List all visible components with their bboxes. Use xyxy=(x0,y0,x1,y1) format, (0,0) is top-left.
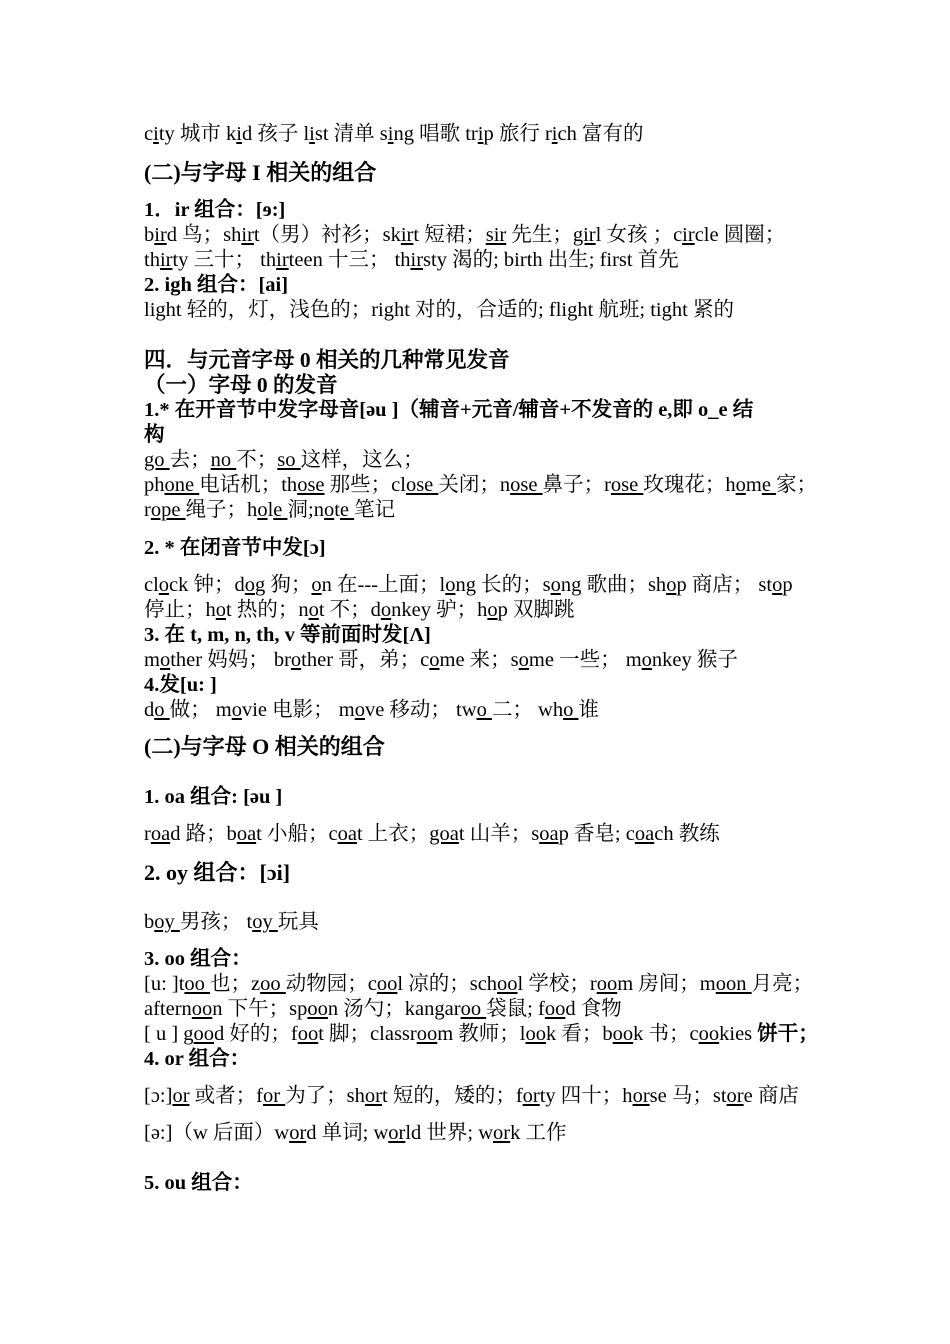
underlined-letters: ose xyxy=(510,474,543,496)
bold-text: 饼干； xyxy=(757,1023,819,1045)
underlined-letters: oo xyxy=(376,973,398,995)
underlined-letters: o xyxy=(476,699,492,721)
text-segment: 家； xyxy=(776,474,818,496)
underlined-letters: o xyxy=(380,599,392,621)
oo-heading xyxy=(144,947,840,972)
text-segment: t 热的；n xyxy=(226,599,309,621)
text-segment: teen 十三； th xyxy=(288,249,411,271)
text-segment: d xyxy=(144,699,155,721)
underlined-letters: i xyxy=(309,123,315,145)
underlined-letters: or xyxy=(632,1085,650,1107)
closed-syllable-words-1 xyxy=(144,573,840,598)
text-segment: 停止；h xyxy=(144,599,216,621)
underlined-letters: oo xyxy=(184,973,211,995)
oa-heading xyxy=(144,785,840,810)
text-segment: 袋鼠; f xyxy=(486,998,545,1020)
text-segment: sty 渴的; birth 出生; first 首先 xyxy=(423,249,679,271)
underlined-letters: o xyxy=(154,699,170,721)
text-segment: e 商店 xyxy=(743,1085,799,1107)
text-segment: ty 四十；h xyxy=(539,1085,633,1107)
text-segment: 2. * 在闭音节中发[ɔ] xyxy=(144,537,326,559)
text-segment: 二； wh xyxy=(491,699,564,721)
text-segment: 鼻子；r xyxy=(542,474,611,496)
text-segment: t 小船；c xyxy=(256,823,338,845)
or-words-2 xyxy=(144,1121,840,1146)
text-segment: kies xyxy=(719,1023,758,1045)
text-segment: cl xyxy=(144,574,159,596)
text-segment: n 汤勺；kangar xyxy=(327,998,461,1020)
underlined-letters: oo xyxy=(596,973,618,995)
underlined-letters: e xyxy=(761,474,777,496)
underlined-letters: oo xyxy=(416,1023,438,1045)
text-segment: 1. oa 组合: [əu ] xyxy=(144,786,283,808)
text-segment: 关闭；n xyxy=(438,474,511,496)
text-segment: l 凉的；sch xyxy=(397,973,498,995)
text-segment: g 狗； xyxy=(255,574,312,596)
text-segment: 构 xyxy=(144,424,165,446)
text-segment: ty 三十； th xyxy=(172,249,277,271)
text-segment: r xyxy=(144,823,151,845)
schwa-rule xyxy=(144,623,840,648)
oo-long-words-1 xyxy=(144,972,840,997)
text-segment: 先生； xyxy=(506,224,573,246)
text-segment: 1.* 在开音节中发字母音[əu ]（辅音+元音/辅音+不发音的 e,即 o_e 结 xyxy=(144,399,754,421)
text-segment: ck 钟；d xyxy=(169,574,245,596)
underlined-letters: o xyxy=(563,699,579,721)
underlined-letters: sir xyxy=(485,224,507,246)
text-segment: 不； xyxy=(236,449,278,471)
text-segment: (二)与字母 O 相关的组合 xyxy=(144,734,385,759)
underlined-letters: oa xyxy=(539,823,559,845)
text-segment: t 山羊；s xyxy=(458,823,540,845)
text-segment: [ə:]（w 后面）w xyxy=(144,1122,290,1144)
text-segment: ve 移动； tw xyxy=(364,699,477,721)
text-segment: m 房间；m xyxy=(617,973,716,995)
text-segment: p xyxy=(782,574,793,596)
underlined-letters: o xyxy=(735,474,746,496)
oo-short-words xyxy=(144,1022,840,1047)
text-segment: 或者；f xyxy=(189,1085,263,1107)
underlined-letters: o xyxy=(518,649,529,671)
text-segment: 为了；sh xyxy=(285,1085,365,1107)
text-segment: 2. igh 组合：[ai] xyxy=(144,274,289,296)
text-segment: ng 歌曲；sh xyxy=(560,574,667,596)
text-segment: k 看；b xyxy=(546,1023,613,1045)
underlined-letters: so xyxy=(277,449,301,471)
text-segment: 4. or 组合： xyxy=(144,1048,251,1070)
text-segment: 4.发[u: ] xyxy=(144,674,217,696)
u-sound-words xyxy=(144,698,840,723)
oo-long-words-2 xyxy=(144,997,840,1022)
underlined-letters: ir xyxy=(241,224,254,246)
igh-words xyxy=(144,298,840,323)
underlined-letters: oo xyxy=(260,973,286,995)
underlined-letters: or xyxy=(172,1085,190,1107)
text-segment: th xyxy=(144,249,160,271)
oa-words xyxy=(144,822,840,847)
underlined-letters: o xyxy=(772,574,783,596)
underlined-letters: o xyxy=(323,499,335,521)
underlined-letters: oa xyxy=(150,823,171,845)
text-segment: 谁 xyxy=(578,699,599,721)
underlined-letters: e xyxy=(339,499,355,521)
text-segment: 笔记 xyxy=(354,499,396,521)
text-segment: 男孩； t xyxy=(179,911,253,933)
text-segment: (二)与字母 I 相关的组合 xyxy=(144,160,377,185)
text-segment: [ɔ:] xyxy=(144,1085,173,1107)
text-segment: l 学校；r xyxy=(517,973,597,995)
open-syllable-words-3 xyxy=(144,498,840,523)
text-segment: 3. 在 t, m, n, th, v 等前面时发[Λ] xyxy=(144,624,431,646)
text-segment: t 短的，矮的；f xyxy=(382,1085,523,1107)
text-segment: t（男）衬衫；sk xyxy=(253,224,401,246)
underlined-letters: one xyxy=(164,474,200,496)
underlined-letters: or xyxy=(522,1085,540,1107)
underlined-letters: o xyxy=(487,599,498,621)
ir-words-line-1 xyxy=(144,223,840,248)
underlined-letters: or xyxy=(388,1122,406,1144)
underlined-letters: ope xyxy=(150,499,186,521)
underlined-letters: o xyxy=(290,649,302,671)
text-segment: 电话机；th xyxy=(199,474,298,496)
text-segment: l 女孩 ；c xyxy=(595,224,683,246)
underlined-letters: ose xyxy=(405,474,439,496)
underlined-letters: or xyxy=(262,1085,286,1107)
text-segment: d 路；b xyxy=(170,823,237,845)
underlined-letters: ir xyxy=(682,224,695,246)
underlined-letters: oa xyxy=(634,823,655,845)
underlined-letters: ir xyxy=(154,224,167,246)
text-segment: 绳子；h xyxy=(185,499,258,521)
underlined-letters: no xyxy=(210,449,237,471)
closed-syllable-rule xyxy=(144,536,840,561)
underlined-letters: ir xyxy=(159,249,173,271)
u-sound-rule xyxy=(144,673,840,698)
underlined-letters: o xyxy=(231,699,242,721)
underlined-letters: or xyxy=(364,1085,382,1107)
underlined-letters: o xyxy=(311,574,322,596)
text-segment: 玩具 xyxy=(277,911,319,933)
text-segment: p 香皂; c xyxy=(558,823,635,845)
text-segment: ph xyxy=(144,474,165,496)
oy-words xyxy=(144,910,840,935)
text-segment: nkey 驴；h xyxy=(391,599,488,621)
text-segment: （一）字母 0 的发音 xyxy=(144,373,338,397)
text-segment: nkey 猴子 xyxy=(651,649,738,671)
text-segment: m xyxy=(745,474,762,496)
open-syllable-rule-1 xyxy=(144,398,840,423)
text-segment: ng 长的；s xyxy=(455,574,551,596)
text-segment: m xyxy=(144,649,160,671)
text-segment: 5. ou 组合： xyxy=(144,1172,253,1194)
underlined-letters: o xyxy=(666,574,677,596)
underlined-letters: o xyxy=(159,649,171,671)
i-words-line xyxy=(144,122,840,147)
text-segment: k 工作 xyxy=(510,1122,567,1144)
underlined-letters: o xyxy=(354,699,365,721)
underlined-letters: o xyxy=(550,574,561,596)
closed-syllable-words-2 xyxy=(144,598,840,623)
text-segment: ther 妈妈； br xyxy=(170,649,291,671)
ir-words-line-2 xyxy=(144,248,840,273)
text-segment: t 脚；classr xyxy=(318,1023,417,1045)
text-segment: b xyxy=(144,911,155,933)
underlined-letters: ir xyxy=(276,249,289,271)
underlined-letters: i xyxy=(477,123,484,145)
underlined-letters: i xyxy=(236,123,242,145)
text-segment: ty 城市 k xyxy=(158,123,237,145)
text-segment: p 商店； st xyxy=(676,574,773,596)
or-words-1 xyxy=(144,1084,840,1109)
text-segment: st 清单 s xyxy=(314,123,388,145)
text-segment: me 来；s xyxy=(439,649,519,671)
underlined-letters: oy xyxy=(252,911,278,933)
text-segment: d 鸟；sh xyxy=(166,224,242,246)
underlined-letters: ose xyxy=(297,474,325,496)
text-segment: 做； m xyxy=(169,699,232,721)
underlined-letters: ose xyxy=(610,474,644,496)
underlined-letters: oo xyxy=(698,1023,720,1045)
text-segment: 那些；cl xyxy=(324,474,406,496)
text-segment: c xyxy=(144,123,154,145)
underlined-letters: goa xyxy=(429,823,459,845)
underlined-letters: i xyxy=(153,123,159,145)
underlined-letters: i xyxy=(551,123,558,145)
text-segment: 动物园；c xyxy=(285,973,377,995)
underlined-letters: o xyxy=(158,574,170,596)
text-segment: 月亮； xyxy=(751,973,814,995)
underlined-letters: o xyxy=(215,599,226,621)
underlined-letters: oo xyxy=(525,1023,547,1045)
underlined-letters: or xyxy=(493,1122,511,1144)
underlined-letters: go xyxy=(144,449,170,471)
text-segment: p 旅行 r xyxy=(483,123,552,145)
text-segment: 这样，这么； xyxy=(300,449,424,471)
section-heading-letter-o-combos xyxy=(144,734,840,759)
text-segment: vie 电影； m xyxy=(241,699,355,721)
text-segment: light 轻的，灯，浅色的；right 对的，合适的; flight 航班; tight 紧的 xyxy=(144,299,734,321)
section-heading-letter-o xyxy=(144,348,840,373)
text-segment: ch 教练 xyxy=(654,823,720,845)
text-segment: 去； xyxy=(169,449,211,471)
oy-heading xyxy=(144,860,840,885)
underlined-letters: o xyxy=(641,649,652,671)
underlined-letters: o xyxy=(445,574,456,596)
text-segment: ther 哥，弟；c xyxy=(301,649,430,671)
text-segment: d 好的；f xyxy=(214,1023,298,1045)
text-segment: se 马；st xyxy=(649,1085,727,1107)
underlined-letters: oa xyxy=(236,823,257,845)
open-syllable-words-2 xyxy=(144,473,840,498)
underlined-letters: oo xyxy=(191,998,213,1020)
section-heading-letter-i-combos xyxy=(144,160,840,185)
underlined-letters: ir xyxy=(400,224,414,246)
text-segment: l xyxy=(267,499,274,521)
underlined-letters: gir xyxy=(572,224,596,246)
text-segment: [ u ] g xyxy=(144,1023,194,1045)
ou-heading xyxy=(144,1171,840,1196)
text-segment: 1．ir 组合：[ɘ:] xyxy=(144,199,286,221)
text-segment: b xyxy=(144,224,155,246)
text-segment: [u: ]t xyxy=(144,973,185,995)
underlined-letters: oy xyxy=(154,911,180,933)
text-segment: aftern xyxy=(144,998,192,1020)
underlined-letters: oo xyxy=(544,998,566,1020)
text-segment: 也；z xyxy=(210,973,261,995)
text-segment: 四．与元音字母 0 相关的几种常见发音 xyxy=(144,348,510,372)
igh-heading xyxy=(144,273,840,298)
underlined-letters: oo xyxy=(460,998,487,1020)
text-segment: t xyxy=(334,499,340,521)
schwa-words xyxy=(144,648,840,673)
underlined-letters: e xyxy=(273,499,288,521)
underlined-letters: o xyxy=(257,499,268,521)
subheading-letter-o-sound xyxy=(144,373,840,398)
text-segment: ld 世界; w xyxy=(405,1122,494,1144)
underlined-letters: o xyxy=(308,599,319,621)
underlined-letters: o xyxy=(429,649,440,671)
text-segment: 2. oy 组合：[ɔi] xyxy=(144,860,291,885)
text-segment: m 教师；l xyxy=(437,1023,526,1045)
underlined-letters: oon xyxy=(715,973,752,995)
text-segment: 洞;n xyxy=(287,499,324,521)
text-segment: t 短裙； xyxy=(413,224,486,246)
open-syllable-rule-2 xyxy=(144,423,840,448)
underlined-letters: oo xyxy=(297,1023,319,1045)
text-segment: p 双脚跳 xyxy=(497,599,575,621)
underlined-letters: or xyxy=(289,1122,307,1144)
underlined-letters: i xyxy=(387,123,394,145)
text-segment: d 食物 xyxy=(565,998,622,1020)
underlined-letters: oo xyxy=(497,973,518,995)
text-segment: 玫瑰花；h xyxy=(643,474,736,496)
underlined-letters: oa xyxy=(337,823,357,845)
text-segment: r xyxy=(144,499,151,521)
text-segment: k 书；c xyxy=(633,1023,699,1045)
underlined-letters: oo xyxy=(193,1023,215,1045)
text-segment: cle 圆圈； xyxy=(694,224,786,246)
text-segment: d 单词; w xyxy=(306,1122,389,1144)
text-segment: 3. oo 组合： xyxy=(144,948,252,970)
underlined-letters: ir xyxy=(410,249,424,271)
underlined-letters: oo xyxy=(612,1023,634,1045)
underlined-letters: o xyxy=(244,574,256,596)
ir-heading xyxy=(144,198,840,223)
text-segment: n 下午；sp xyxy=(212,998,308,1020)
underlined-letters: or xyxy=(726,1085,744,1107)
text-segment: ng 唱歌 tr xyxy=(393,123,478,145)
or-heading xyxy=(144,1047,840,1072)
text-segment: t 不；d xyxy=(318,599,381,621)
open-syllable-words-1 xyxy=(144,448,840,473)
text-segment: n 在---上面；l xyxy=(321,574,446,596)
text-segment: ch 富有的 xyxy=(557,123,644,145)
text-segment: d 孩子 l xyxy=(241,123,310,145)
text-segment: me 一些； m xyxy=(528,649,642,671)
text-segment: t 上衣； xyxy=(356,823,430,845)
underlined-letters: oo xyxy=(307,998,328,1020)
